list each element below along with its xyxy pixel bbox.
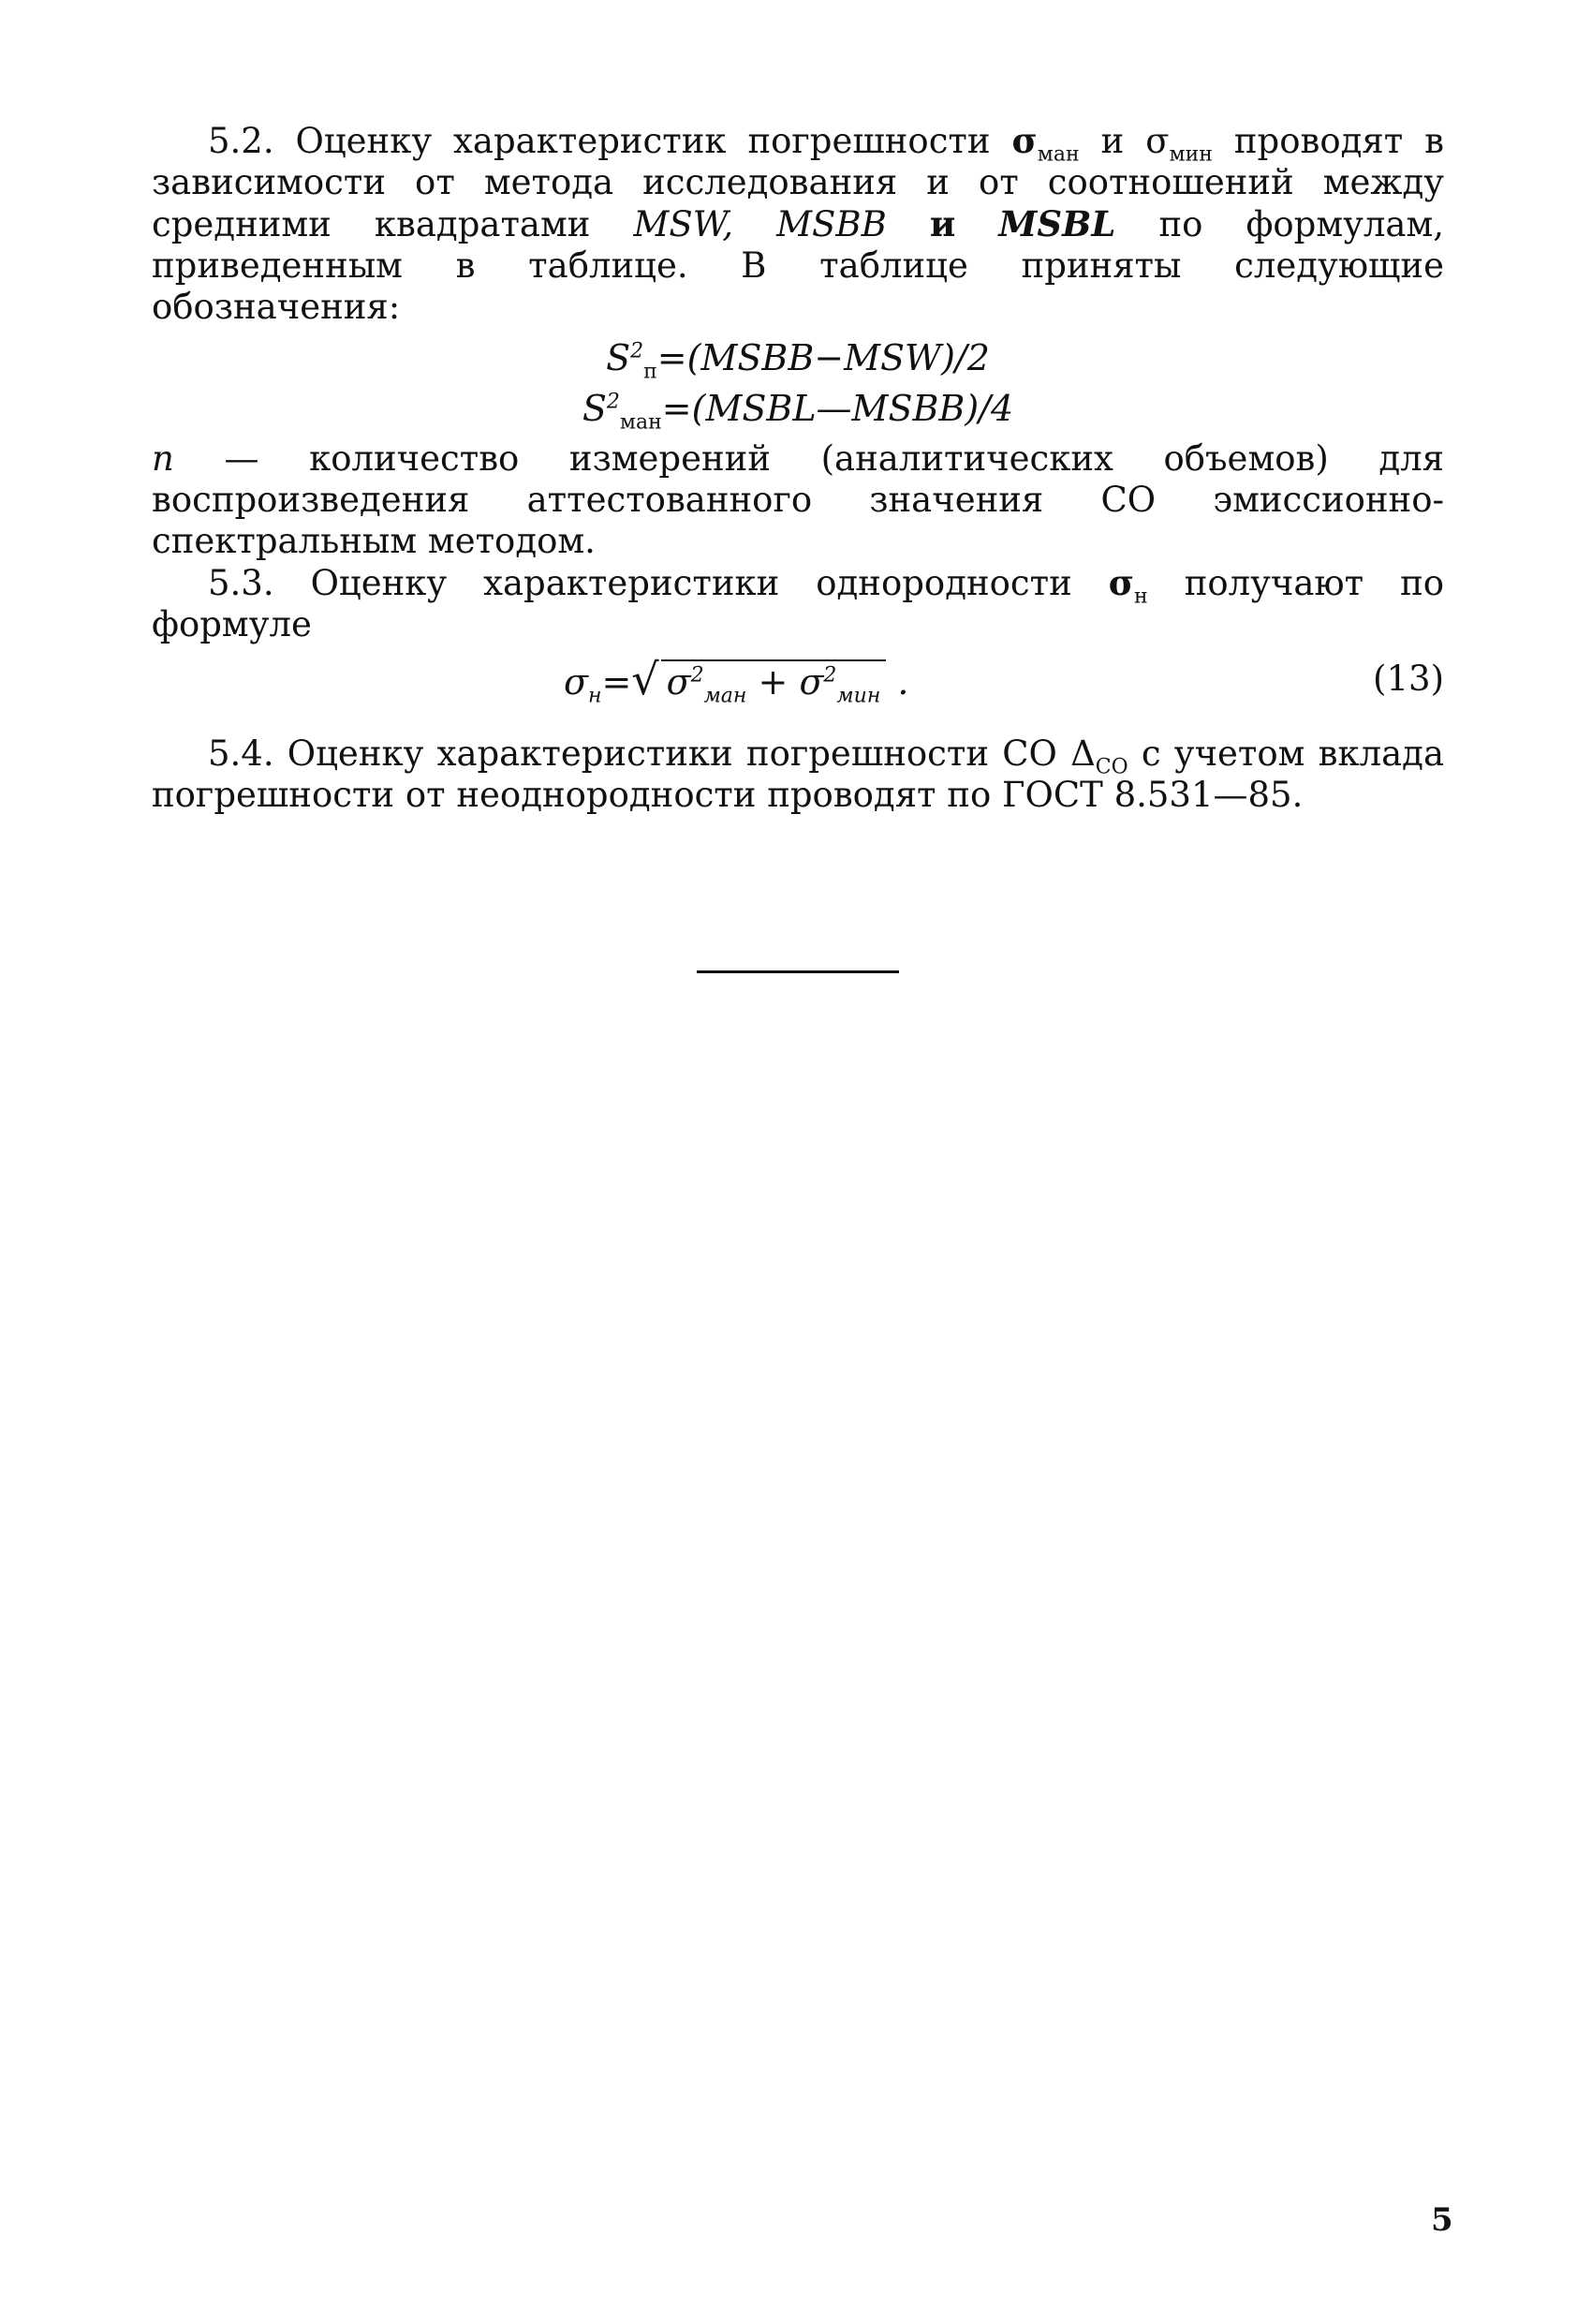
paragraph-n-definition — [152, 438, 1444, 562]
p52-and-2: и — [929, 203, 956, 244]
sigma-symbol: σ — [1108, 562, 1135, 603]
term-msw: MSW, — [633, 204, 734, 244]
sub-n: н — [1134, 585, 1148, 609]
section-divider — [697, 970, 899, 973]
formula-s-man-rhs: =(MSBL—MSBB)/4 — [661, 388, 1014, 429]
page-number: 5 — [1431, 2201, 1453, 2239]
equation-13-body: $\sigma_н=√$ $\sigma^2_{ман} + \sigma^2_{мин}$ . — [564, 654, 909, 708]
sub-man: ман — [1037, 142, 1080, 167]
radicand: $\sigma^2_{ман} + \sigma^2_{мин}$ — [661, 659, 887, 703]
p54-lead: 5.4. Оценку характеристики погрешности СО — [208, 733, 1057, 774]
sub-min: мин — [1169, 142, 1213, 167]
formula-s-p: $S^2_п=(MSBB-MSW)/2$ — [606, 337, 990, 384]
p52-text-2: по формулам, приведенным в таблице. В таблице приняты следующие обозначения: — [152, 204, 1445, 327]
p52-and: и — [1100, 121, 1125, 161]
p52-lead: 5.2. Оценку характеристик погрешности — [208, 121, 991, 161]
paragraph-5-2 — [152, 120, 1444, 328]
delta-symbol: Δ — [1070, 733, 1096, 774]
paragraph-5-4 — [152, 733, 1444, 816]
sigma-symbol: σ — [1011, 120, 1038, 161]
paragraph-5-3 — [152, 562, 1444, 645]
p52-text-1: проводят в зависимости от метода исследования и от соотношений между средними квадратами — [152, 121, 1444, 244]
sigma-symbol: σ — [1145, 121, 1170, 161]
term-msbl: MSBL — [998, 203, 1116, 244]
page-body — [152, 120, 1444, 816]
equation-13 — [152, 654, 1444, 715]
p53-tail: получают по формуле — [152, 563, 1445, 644]
square-root-icon: √ — [631, 654, 659, 704]
formula-s-man: $S^2_{ман}=(MSBL—MSBB)/4$ — [582, 388, 1014, 435]
symbol-n: n — [152, 438, 174, 479]
formula-s-p-rhs: =(MSBB−MSW)/2 — [656, 337, 990, 378]
delta-sub: СО — [1095, 755, 1128, 779]
n-definition-text: — количество измерений (аналитических объемов) для воспроизведения аттестованного значения СО эмиссионно-спектральным методом. — [152, 438, 1445, 561]
equation-number: (13) — [1373, 659, 1444, 699]
p54-tail: с учетом вклада погрешности от неоднородности проводят по ГОСТ 8.531—85. — [152, 733, 1445, 815]
p53-lead: 5.3. Оценку характеристики однородности — [208, 563, 1072, 603]
term-msbb: MSBB — [776, 204, 887, 244]
